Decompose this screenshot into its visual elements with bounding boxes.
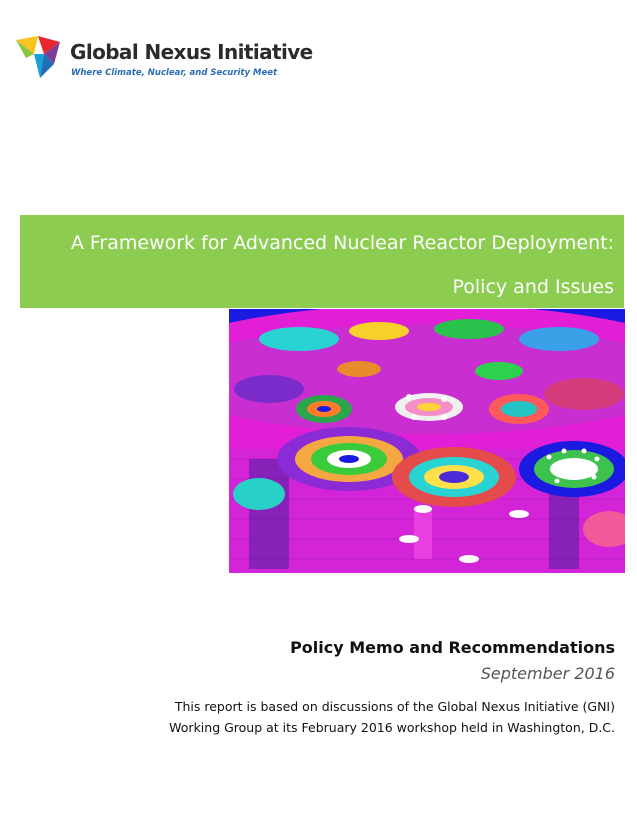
title-banner — [20, 215, 624, 308]
logo-name: Global Nexus Initiative — [70, 40, 313, 64]
memo-description-line2: Working Group at its February 2016 workshop held in Washington, D.C. — [169, 720, 615, 735]
memo-date: September 2016 — [480, 664, 615, 683]
memo-title: Policy Memo and Recommendations — [290, 638, 615, 657]
reactor-model-image — [229, 309, 625, 573]
gni-logo — [14, 34, 313, 84]
gni-logo-icon — [14, 34, 64, 82]
banner-title-line2: Policy and Issues — [452, 276, 614, 298]
memo-description-line1: This report is based on discussions of the Global Nexus Initiative (GNI) — [174, 699, 615, 714]
memo-description — [95, 696, 615, 738]
banner-title-line1: A Framework for Advanced Nuclear Reactor Deployment: — [70, 232, 614, 254]
logo-tagline: Where Climate, Nuclear, and Security Meet — [71, 68, 278, 78]
